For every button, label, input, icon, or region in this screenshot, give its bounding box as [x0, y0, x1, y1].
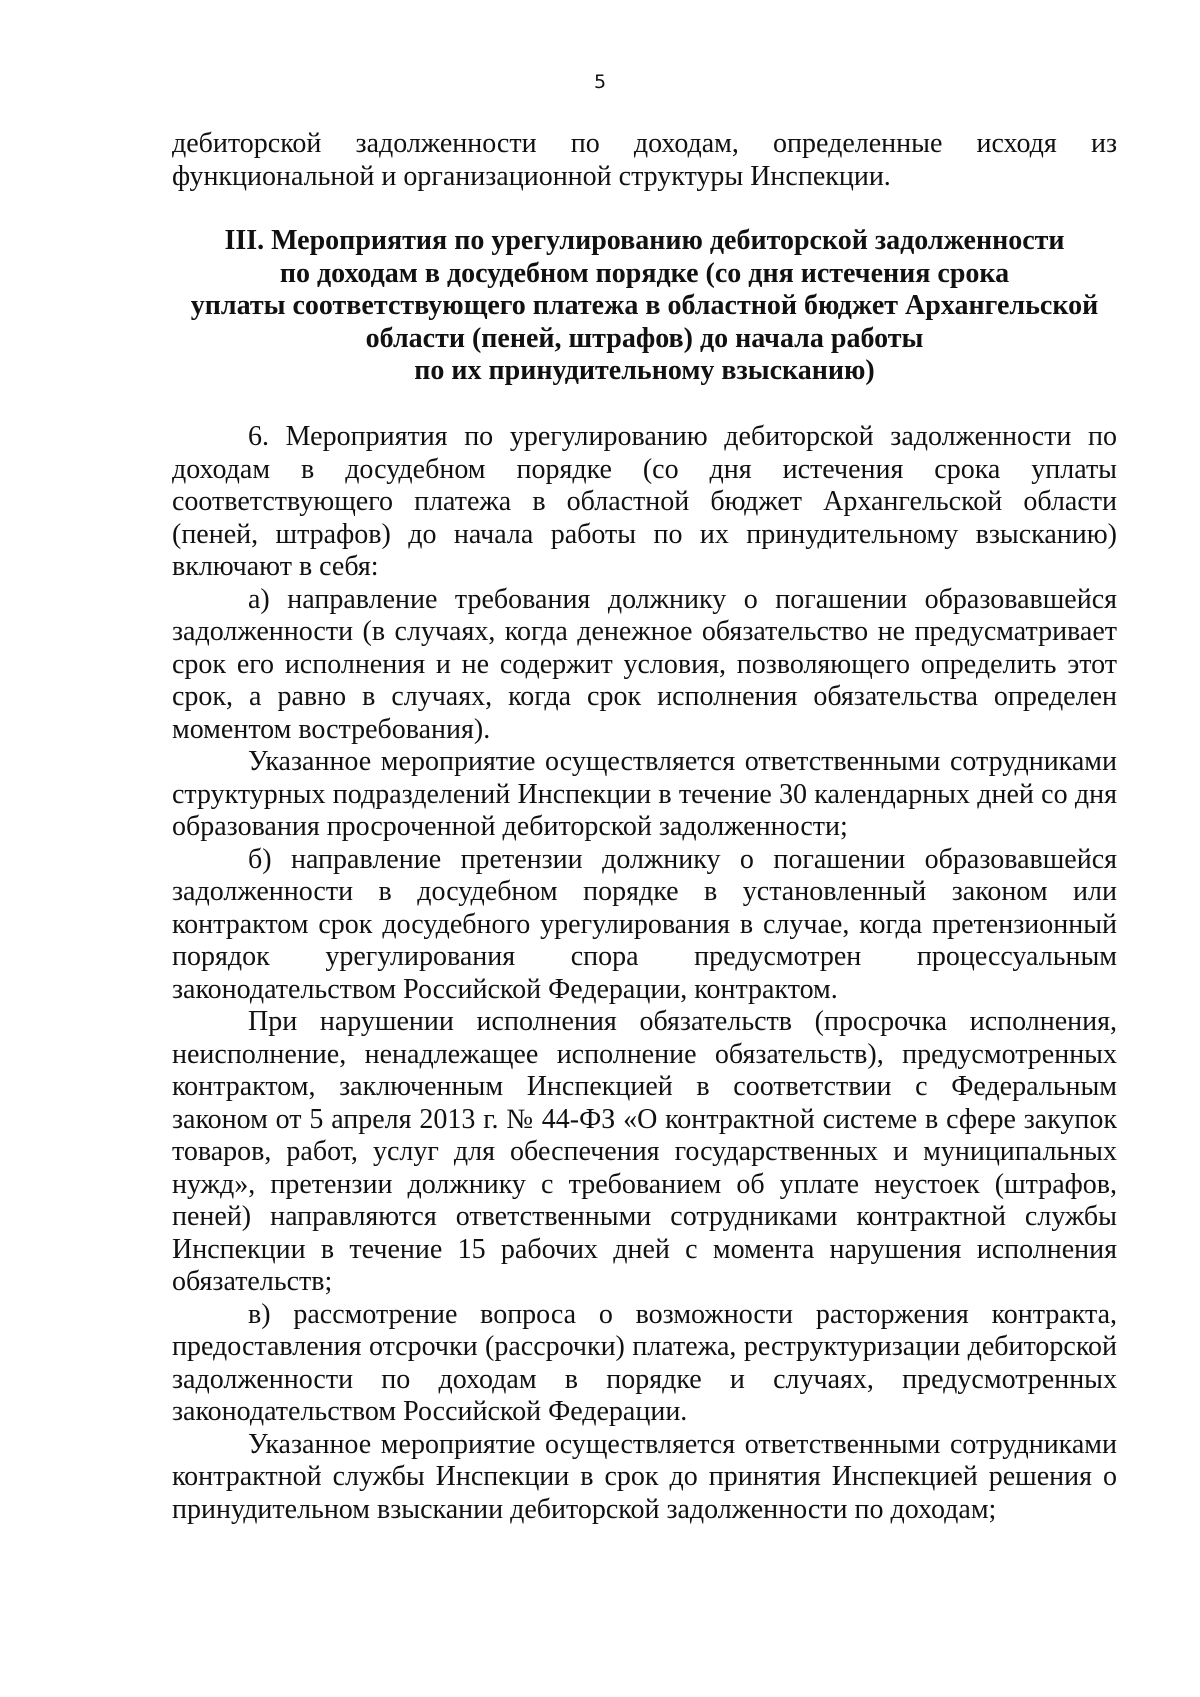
paragraph-note: Указанное мероприятие осуществляется ответственными сотрудниками контрактной службы Инспекции в срок до принятия Инспекцией решения о принудительном взыскании дебиторской задолженности по доходам; [172, 1428, 1117, 1525]
paragraph-note: Указанное мероприятие осуществляется ответственными сотрудниками структурных подразделений Инспекции в течение 30 календарных дней со дня образования просроченной дебиторской задолженности; [172, 746, 1117, 842]
continuation-block [172, 128, 1117, 193]
subitem-v: в) рассмотрение вопроса о возможности расторжения контракта, предоставления отсрочки (рассрочки) платежа, реструктуризации дебиторской задолженности по доходам в порядке и случаях, предусмотренных законодательством Российской Федерации. [172, 1298, 1117, 1427]
continuation-paragraph: дебиторской задолженности по доходам, определенные исходя из функциональной и организационной структуры Инспекции. [172, 128, 1117, 192]
section-heading-line: уплаты соответствующего платежа в областной бюджет Архангельской [190, 290, 1099, 321]
paragraph-note: При нарушении исполнения обязательств (просрочка исполнения, неисполнение, ненадлежащее исполнение обязательств), предусмотренных контрактом, заключенным Инспекцией в соответствии с Федеральным законом от 5 апреля 2013 г. № 44-ФЗ «О контрактной системе в сфере закупок товаров, работ, услуг для обеспечения государственных и муниципальных нужд», претензии должнику с требованием об уплате неустоек (штрафов, пеней) направляются ответственными сотрудниками контрактной службы Инспекции в течение 15 рабочих дней с момента нарушения исполнения обязательств; [172, 1006, 1117, 1297]
subitem-a: а) направление требования должнику о погашении образовавшейся задолженности (в случаях, когда денежное обязательство не предусматривает срок его исполнения и не содержит условия, позволяющего определить этот срок, а равно в случаях, когда срок исполнения обязательства определен моментом востребования). [172, 583, 1117, 745]
page-number: 5 [593, 71, 607, 93]
section-heading-line: III. Мероприятия по урегулированию дебиторской задолженности [224, 225, 1065, 256]
section-heading-line: области (пеней, штрафов) до начала работы [365, 322, 924, 354]
section-heading-line: по их принудительному взысканию) [414, 355, 875, 386]
paragraph-item-6: 6. Мероприятия по урегулированию дебиторской задолженности по доходам в досудебном порядке (со дня истечения срока уплаты соответствующего платежа в областной бюджет Архангельской области (пеней, штрафов) до начала работы по их принудительному взысканию) включают в себя: [172, 421, 1117, 582]
section-heading-line: по доходам в досудебном порядке (со дня истечения срока [279, 257, 1010, 289]
subitem-b: б) направление претензии должнику о погашении образовавшейся задолженности в досудебном порядке в установленный законом или контрактом срок досудебного урегулирования в случае, когда претензионный порядок урегулирования спора предусмотрен процессуальным законодательством Российской Федерации, контрактом. [172, 843, 1117, 1005]
section-body [172, 421, 1117, 1526]
section-heading [172, 225, 1117, 388]
